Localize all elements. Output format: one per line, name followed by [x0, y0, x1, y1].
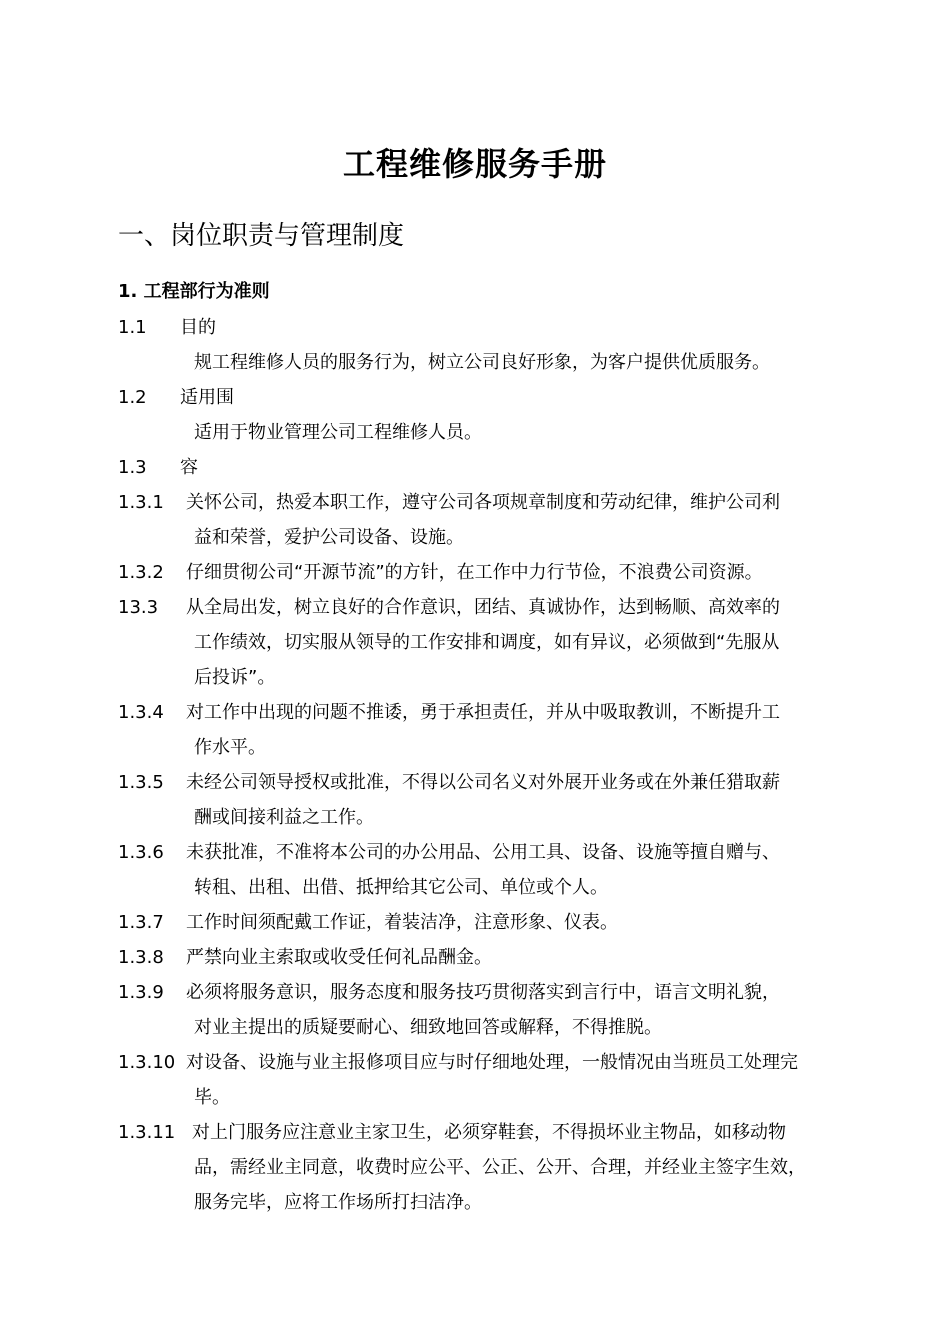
subsection-number: 1.2 — [118, 387, 147, 408]
subsection-heading — [118, 310, 848, 345]
clause-number: 1.3.5 — [118, 772, 164, 793]
clause-line: 从全局出发，树立良好的合作意识，团结、真诚协作，达到畅顺、高效率的 — [186, 597, 780, 618]
clause-number: 1.3.10 — [118, 1052, 176, 1073]
clause-item — [118, 905, 848, 940]
clause-text — [186, 940, 848, 975]
clause-item — [118, 835, 848, 905]
clause-item — [118, 555, 848, 590]
clause-item — [118, 940, 848, 975]
clause-text — [186, 835, 848, 905]
document-body — [118, 310, 848, 1220]
clause-line: 酬或间接利益之工作。 — [194, 807, 374, 828]
subsection-title: 目的 — [180, 317, 216, 338]
paragraph: 规工程维修人员的服务行为，树立公司良好形象，为客户提供优质服务。 — [194, 352, 770, 373]
clause-item — [118, 765, 848, 835]
subsection-number: 1.3 — [118, 457, 147, 478]
clause-text — [186, 1045, 848, 1115]
paragraph: 适用于物业管理公司工程维修人员。 — [194, 422, 482, 443]
clause-line: 后投诉”。 — [194, 667, 276, 688]
clause-line: 品，需经业主同意，收费时应公平、公正、公开、合理，并经业主签字生效， — [194, 1157, 806, 1178]
clause-line: 工作时间须配戴工作证，着装洁净，注意形象、仪表。 — [186, 912, 618, 933]
clause-line: 对上门服务应注意业主家卫生，必须穿鞋套，不得损坏业主物品，如移动物 — [192, 1122, 786, 1143]
clause-line: 未获批准，不准将本公司的办公用品、公用工具、设备、设施等擅自赠与、 — [186, 842, 780, 863]
clause-text — [186, 695, 848, 765]
clause-text — [186, 765, 848, 835]
clause-number: 1.3.1 — [118, 492, 164, 513]
clause-line: 关怀公司，热爱本职工作，遵守公司各项规章制度和劳动纪律，维护公司利 — [186, 492, 780, 513]
clause-number: 1.3.7 — [118, 912, 164, 933]
clause-line: 必须将服务意识，服务态度和服务技巧贯彻落实到言行中，语言文明礼貌， — [186, 982, 780, 1003]
clause-line: 工作绩效，切实服从领导的工作安排和调度，如有异议，必须做到“先服从 — [194, 632, 780, 653]
clause-text — [186, 555, 848, 590]
subsection-title: 容 — [180, 457, 198, 478]
clause-line: 对设备、设施与业主报修项目应与时仔细地处理，一般情况由当班员工处理完 — [186, 1052, 798, 1073]
clause-line: 对业主提出的质疑要耐心、细致地回答或解释，不得推脱。 — [194, 1017, 662, 1038]
chapter-heading: 一、岗位职责与管理制度 — [118, 221, 405, 251]
clause-line: 益和荣誉，爱护公司设备、设施。 — [194, 527, 464, 548]
clause-number: 1.3.4 — [118, 702, 164, 723]
subsection-heading — [118, 380, 848, 415]
clause-line: 毕。 — [194, 1087, 230, 1108]
subsection-title: 适用围 — [180, 387, 234, 408]
clause-number: 1.3.11 — [118, 1122, 176, 1143]
clause-text — [186, 590, 848, 695]
clause-text — [186, 485, 848, 555]
clause-text — [186, 975, 848, 1045]
subsection-heading — [118, 450, 848, 485]
clause-line: 未经公司领导授权或批准，不得以公司名义对外展开业务或在外兼任猎取薪 — [186, 772, 780, 793]
clause-item — [118, 695, 848, 765]
clause-line: 对工作中出现的问题不推诿，勇于承担责任，并从中吸取教训，不断提升工 — [186, 702, 780, 723]
clause-item — [118, 1115, 848, 1220]
clause-number: 1.3.2 — [118, 562, 164, 583]
clause-item — [118, 485, 848, 555]
document-title: 工程维修服务手册 — [342, 145, 607, 183]
clause-text — [186, 905, 848, 940]
subsection-number: 1.1 — [118, 317, 147, 338]
clause-number: 1.3.6 — [118, 842, 164, 863]
clause-item — [118, 590, 848, 695]
clause-number: 1.3.8 — [118, 947, 164, 968]
clause-item — [118, 1045, 848, 1115]
clause-line: 转租、出租、出借、抵押给其它公司、单位或个人。 — [194, 877, 608, 898]
clause-line: 严禁向业主索取或收受任何礼品酬金。 — [186, 947, 492, 968]
clause-number: 13.3 — [118, 597, 159, 618]
clause-text — [192, 1115, 848, 1220]
clause-line: 仔细贯彻公司“开源节流”的方针，在工作中力行节俭，不浪费公司资源。 — [186, 562, 763, 583]
clause-number: 1.3.9 — [118, 982, 164, 1003]
clause-item — [118, 975, 848, 1045]
clause-line: 作水平。 — [194, 737, 266, 758]
clause-line: 服务完毕，应将工作场所打扫洁净。 — [194, 1192, 482, 1213]
section-heading: 1. 工程部行为准则 — [118, 281, 270, 302]
